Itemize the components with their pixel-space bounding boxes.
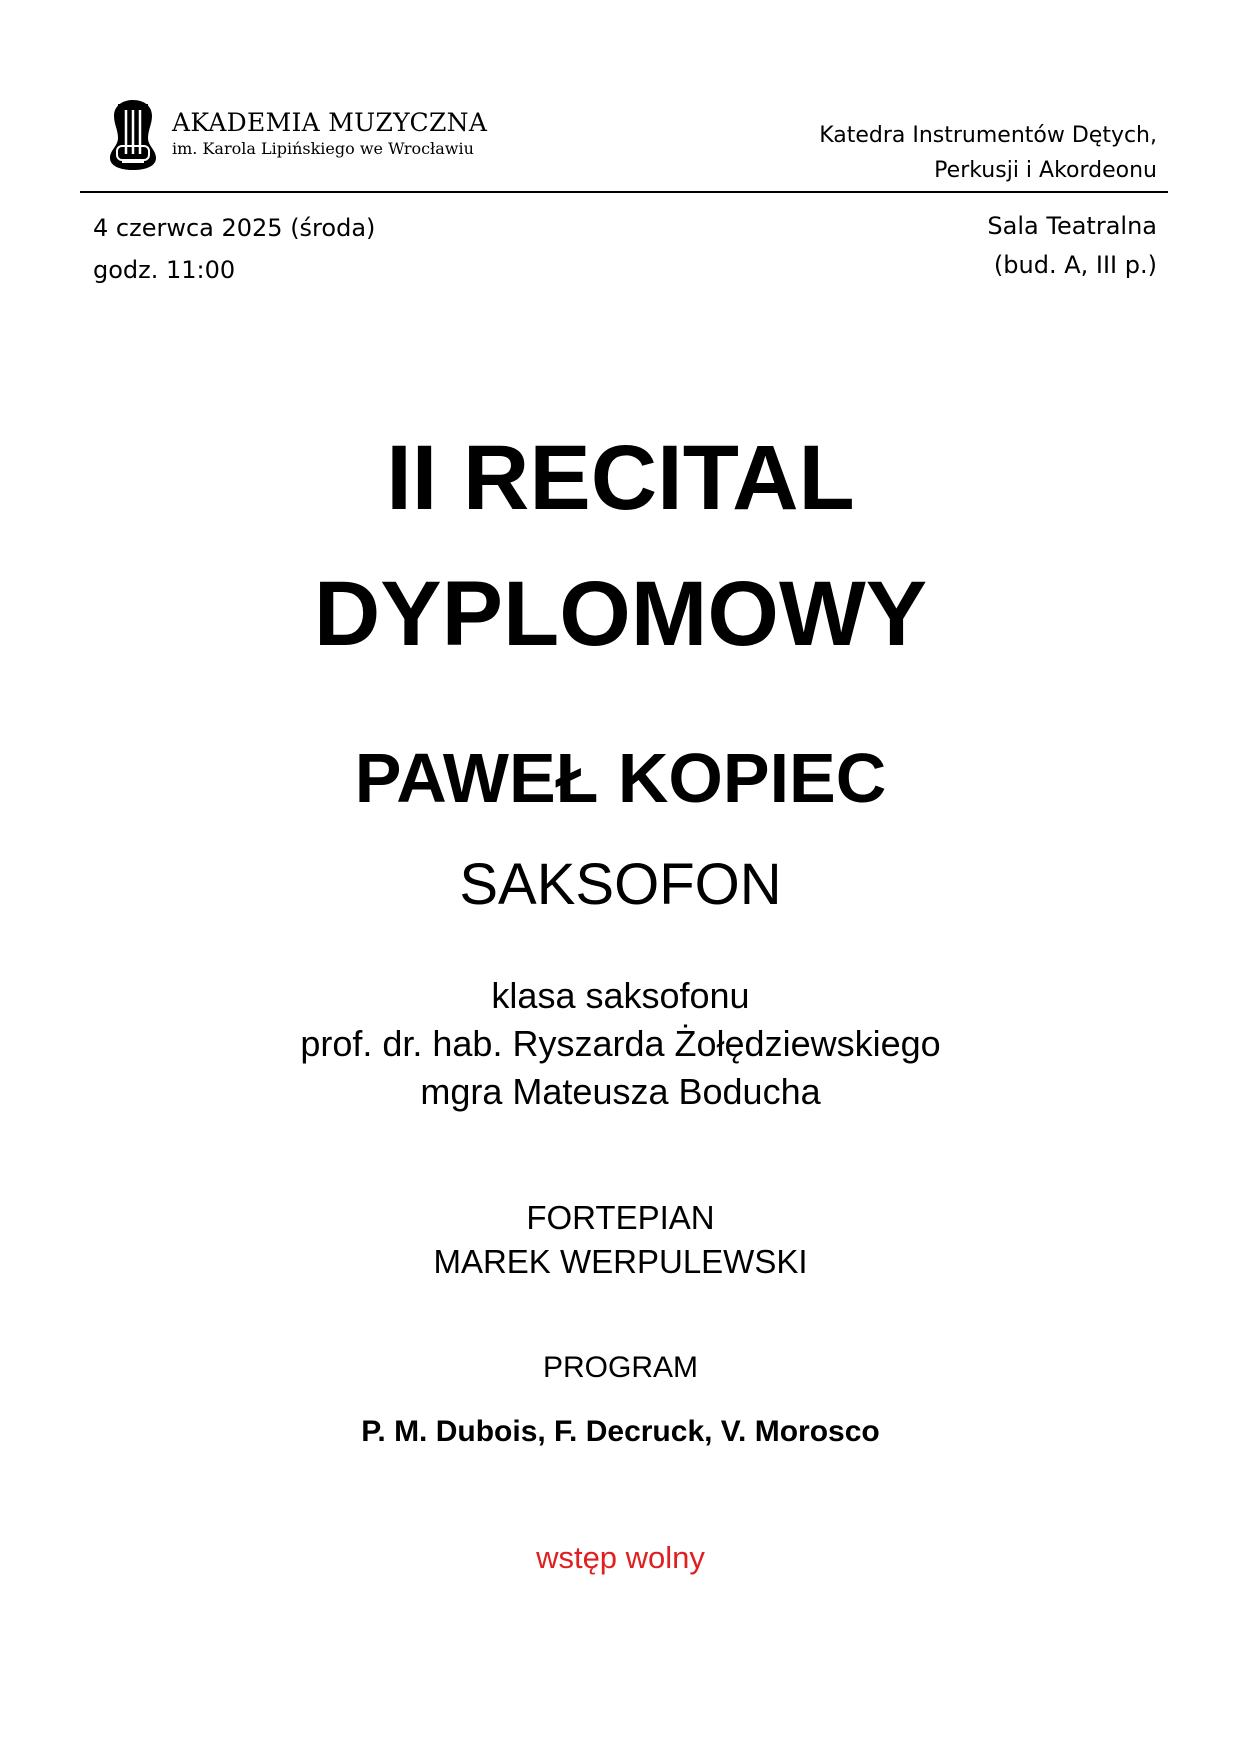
title-line-2: DYPLOMOWY [313,563,928,665]
accompanist-name: MAREK WERPULEWSKI [433,1243,808,1280]
header-divider [80,191,1168,193]
department [819,118,1157,188]
department-line-1: Katedra Instrumentów Dętych, [819,123,1157,148]
institution-subtitle: im. Karola Lipińskiego we Wrocławiu [172,139,474,158]
lyre-icon [104,96,162,172]
instrument: SAKSOFON [459,852,782,917]
event-venue [987,207,1157,285]
event-datetime [93,207,375,291]
title-line-1: II RECITAL [386,427,855,529]
performer-name: PAWEŁ KOPIEC [354,739,887,817]
event-date: 4 czerwca 2025 (środa) [93,214,376,242]
accompaniment-label: FORTEPIAN [526,1199,715,1236]
entry-note: wstęp wolny [536,1540,705,1575]
event-time: godz. 11:00 [93,256,236,284]
composers: P. M. Dubois, F. Decruck, V. Morosco [361,1415,880,1448]
venue-line-2: (bud. A, III p.) [993,251,1157,279]
class-label: klasa saksofonu [491,975,750,1016]
program-label: PROGRAM [542,1351,698,1384]
teacher-1: prof. dr. hab. Ryszarda Żołędziewskiego [300,1023,941,1064]
department-line-2: Perkusji i Akordeonu [934,158,1157,183]
institution-name: AKADEMIA MUZYCZNA [172,108,488,137]
venue-line-1: Sala Teatralna [987,212,1157,240]
teacher-2: mgra Mateusza Boducha [420,1071,821,1112]
